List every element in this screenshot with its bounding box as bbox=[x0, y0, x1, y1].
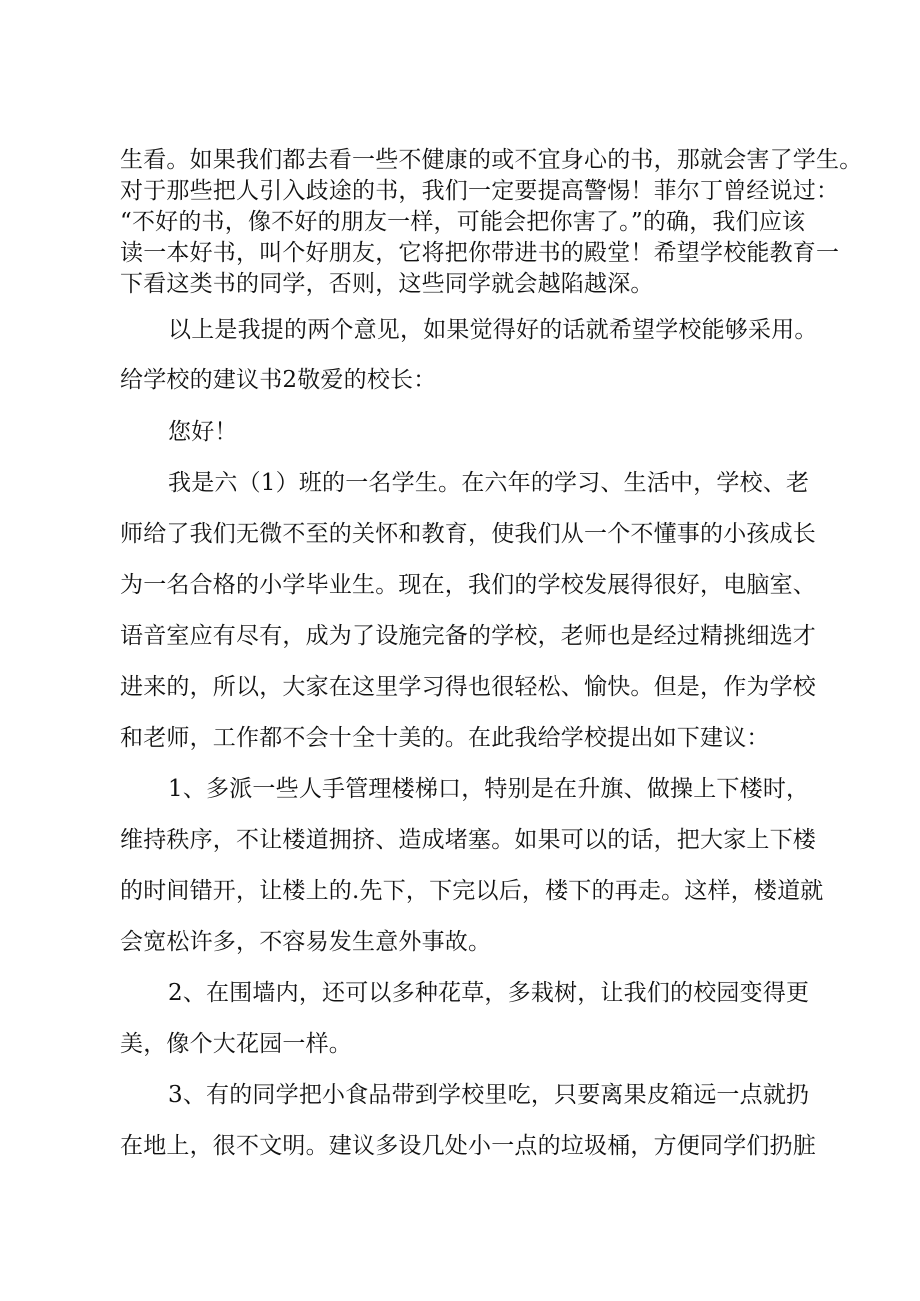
suggestion-1-line: 1、多派一些人手管理楼梯口，特别是在升旗、做操上下楼时， bbox=[168, 776, 810, 802]
letter-heading-line: 给学校的建议书2敬爱的校长： bbox=[120, 367, 437, 393]
text-line: 在地上，很不文明。建议多设几处小一点的垃圾桶，方便同学们扔脏 bbox=[120, 1133, 816, 1159]
text-line: 生看。如果我们都去看一些不健康的或不宜身心的书，那就会害了学生。 bbox=[120, 147, 863, 173]
suggestion-2-line: 2、在围墙内，还可以多种花草，多栽树，让我们的校园变得更 bbox=[168, 980, 810, 1006]
greeting-line: 您好！ bbox=[168, 419, 238, 445]
text-line: 的时间错开，让楼上的.先下，下完以后，楼下的再走。这样，楼道就 bbox=[120, 878, 824, 904]
text-line: 读一本好书，叫个好朋友，它将把你带进书的殿堂！希望学校能教育一 bbox=[120, 240, 840, 266]
suggestion-3-line: 3、有的同学把小食品带到学校里吃，只要离果皮箱远一点就扔 bbox=[168, 1082, 810, 1108]
text-line: 师给了我们无微不至的关怀和教育，使我们从一个不懂事的小孩成长 bbox=[120, 521, 816, 547]
text-line: 进来的，所以，大家在这里学习得也很轻松、愉快。但是，作为学校 bbox=[120, 674, 816, 700]
text-line: 美，像个大花园一样。 bbox=[120, 1031, 352, 1057]
text-line: 和老师，工作都不会十全十美的。在此我给学校提出如下建议： bbox=[120, 725, 770, 751]
paragraph-first-line: 以上是我提的两个意见，如果觉得好的话就希望学校能够采用。 bbox=[168, 317, 818, 343]
text-line: 维持秩序，不让楼道拥挤、造成堵塞。如果可以的话，把大家上下楼 bbox=[120, 827, 816, 853]
text-line: 下看这类书的同学，否则，这些同学就会越陷越深。 bbox=[120, 271, 654, 297]
text-line: 会宽松许多，不容易发生意外事故。 bbox=[120, 929, 492, 955]
text-line: 语音室应有尽有，成为了设施完备的学校，老师也是经过精挑细选才 bbox=[120, 623, 816, 649]
text-line: 为一名合格的小学毕业生。现在，我们的学校发展得很好，电脑室、 bbox=[120, 572, 816, 598]
text-line: “不好的书，像不好的朋友一样，可能会把你害了。”的确，我们应该 bbox=[120, 209, 806, 235]
text-line: 对于那些把人引入歧途的书，我们一定要提高警惕！菲尔丁曾经说过： bbox=[120, 178, 840, 204]
paragraph-first-line: 我是六（1）班的一名学生。在六年的学习、生活中，学校、老 bbox=[168, 470, 810, 496]
